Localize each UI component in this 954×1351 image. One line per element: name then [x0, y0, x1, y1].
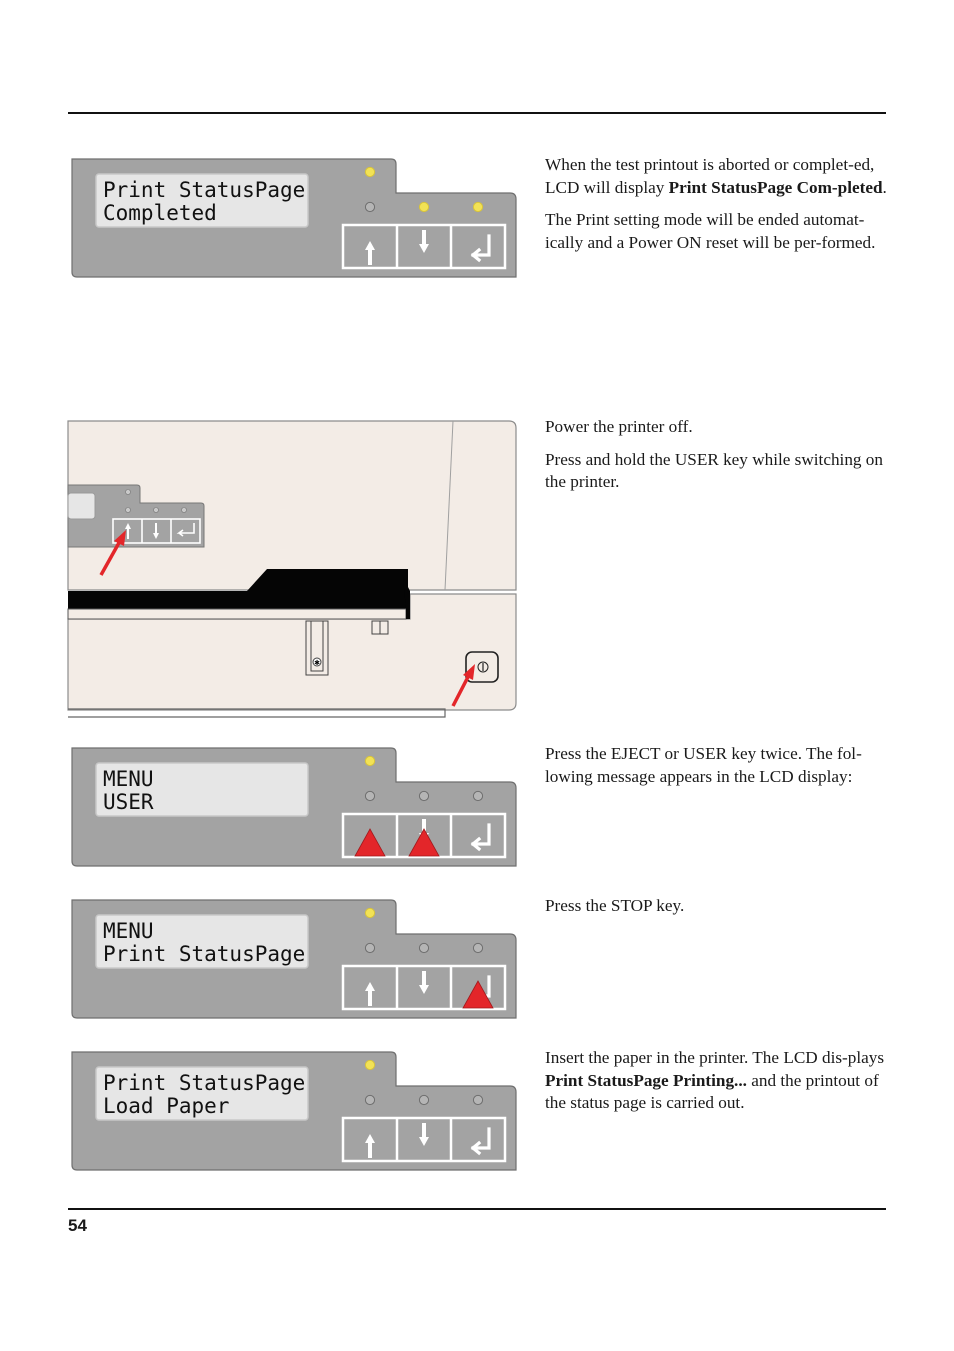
- step-1-text: [545, 154, 890, 264]
- footer-rule: [68, 1208, 886, 1210]
- led-indicator-icon: [419, 1095, 428, 1104]
- lcd-line-1: Print StatusPage: [103, 1071, 306, 1095]
- header-rule: [68, 112, 886, 114]
- lcd-line-1: MENU: [103, 919, 154, 943]
- lcd-line-1: MENU: [103, 767, 154, 791]
- step-paragraph: [545, 209, 890, 254]
- body-text: Press and hold the USER key while switching on the printer.: [545, 449, 883, 491]
- led-indicator-icon: [365, 756, 374, 765]
- lcd-line-2: Print StatusPage: [103, 942, 306, 966]
- operator-panel-2: [69, 746, 519, 870]
- body-text: The Print setting mode will be ended automat-ically and a Power ON reset will be per-formed.: [545, 210, 876, 252]
- led-indicator-icon: [365, 943, 374, 952]
- printer-illustration: [67, 419, 519, 719]
- led-indicator-icon: [419, 202, 428, 211]
- step-2-text: [545, 416, 890, 504]
- led-indicator-icon: [365, 1095, 374, 1104]
- bold-text: Print StatusPage Com-pleted: [668, 177, 883, 197]
- step-paragraph: [545, 743, 890, 788]
- led-indicator-icon: [365, 202, 374, 211]
- led-indicator-icon: [419, 943, 428, 952]
- led-indicator-icon: [473, 791, 482, 800]
- led-indicator-icon: [365, 1060, 374, 1069]
- led-indicator-icon: [473, 1095, 482, 1104]
- led-indicator-icon: [419, 791, 428, 800]
- lcd-line-2: Completed: [103, 201, 217, 225]
- led-indicator-icon: [365, 791, 374, 800]
- bold-text: Print StatusPage Printing...: [545, 1070, 747, 1090]
- body-text: Insert the paper in the printer. The LCD dis-plays: [545, 1048, 885, 1067]
- body-text: Power the printer off.: [545, 417, 693, 436]
- led-indicator-icon: [365, 908, 374, 917]
- page-number: 54: [68, 1216, 87, 1235]
- lcd-line-2: Load Paper: [103, 1094, 230, 1118]
- step-4-text: [545, 895, 890, 928]
- svg-text:✱: ✱: [314, 659, 320, 667]
- body-text: Press the STOP key.: [545, 896, 685, 915]
- step-5-text: [545, 1047, 890, 1125]
- lcd-line-1: Print StatusPage: [103, 178, 306, 202]
- led-indicator-icon: [473, 202, 482, 211]
- body-text: .: [882, 177, 887, 197]
- operator-panel-4: [69, 1050, 519, 1174]
- control-panel-diagram: [69, 157, 519, 281]
- operator-panel-1: [69, 157, 519, 281]
- step-paragraph: [545, 154, 890, 199]
- step-3-text: [545, 743, 890, 798]
- led-indicator-icon: [365, 167, 374, 176]
- step-paragraph: [545, 416, 890, 439]
- control-panel-diagram: [69, 898, 519, 1022]
- step-paragraph: [545, 1047, 890, 1115]
- lcd-line-2: USER: [103, 790, 154, 814]
- body-text: When the test printout is aborted or complet-ed, LCD will display: [545, 155, 875, 197]
- body-text: and the printout of the status page is carried out.: [545, 1070, 879, 1112]
- operator-panel-3: [69, 898, 519, 1022]
- step-paragraph: [545, 895, 890, 918]
- body-text: Press the EJECT or USER key twice. The fol-lowing message appears in the LCD display:: [545, 744, 862, 786]
- control-panel-diagram: [69, 746, 519, 870]
- step-paragraph: [545, 449, 890, 494]
- led-indicator-icon: [473, 943, 482, 952]
- control-panel-diagram: [69, 1050, 519, 1174]
